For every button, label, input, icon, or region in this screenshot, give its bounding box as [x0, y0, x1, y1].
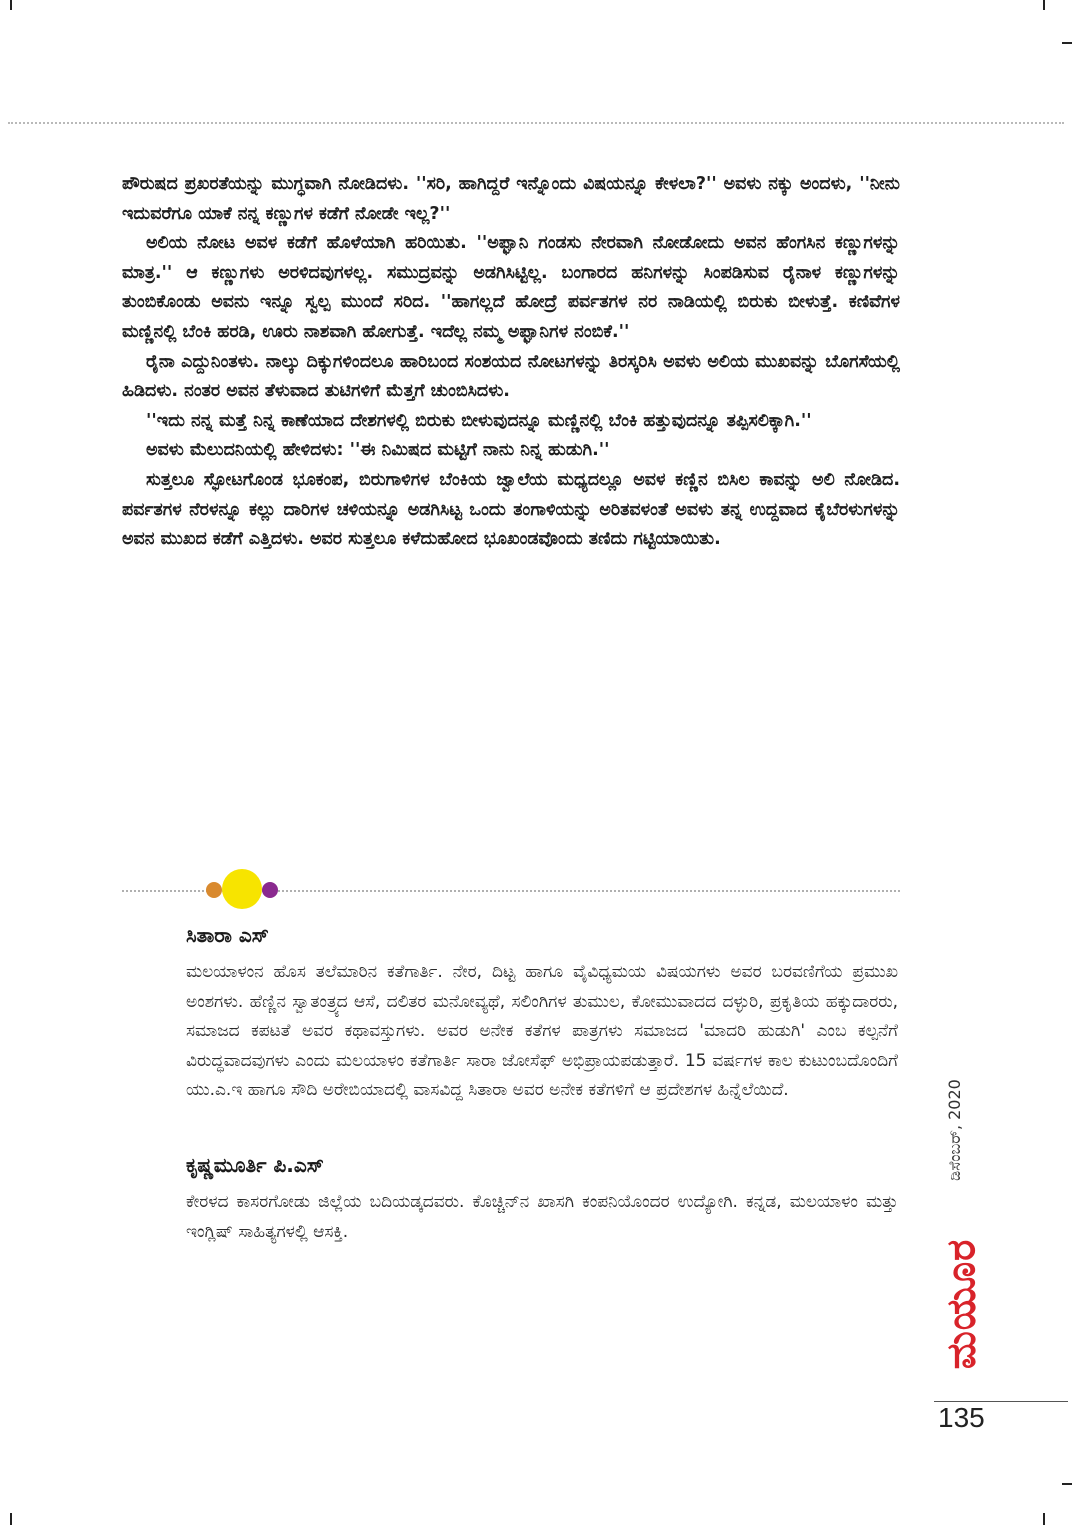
story-paragraph: ಅಲಿಯ ನೋಟ ಅವಳ ಕಡೆಗೆ ಹೊಳೆಯಾಗಿ ಹರಿಯಿತು. ''ಅಫ್ಘಾನಿ ಗಂಡಸು ನೇರವಾಗಿ ನೋಡೋದು ಅವನ ಹೆಂಗಸಿನ ಕಣ್ಣುಗಳನ್ನು ಮಾತ್ರ.'' ಆ ಕಣ್ಣುಗಳು ಅರಳಿದವುಗಳಲ್ಲ. ಸಮುದ್ರವನ್ನು ಅಡಗಿಸಿಟ್ಟಿಲ್ಲ. ಬಂಗಾರದ ಹನಿಗಳನ್ನು ಸಿಂಪಡಿಸುವ ರೈನಾಳ ಕಣ್ಣುಗಳನ್ನು ತುಂಬಿಕೊಂಡು ಅವನು ಇನ್ನೂ ಸ್ವಲ್ಪ ಮುಂದೆ ಸರಿದ. ''ಹಾಗಲ್ಲದೆ ಹೋದ್ರೆ ಪರ್ವತಗಳ ನರ ನಾಡಿಯಲ್ಲಿ ಬಿರುಕು ಬೀಳುತ್ತೆ. ಕಣಿವೆಗಳ ಮಣ್ಣಿನಲ್ಲಿ ಬೆಂಕಿ ಹರಡಿ, ಊರು ನಾಶವಾಗಿ ಹೋಗುತ್ತೆ. ಇದೆಲ್ಲ ನಮ್ಮ ಅಫ್ಘಾನಿಗಳ ನಂಬಿಕೆ.'' [122, 233, 900, 342]
story-paragraph: ಸುತ್ತಲೂ ಸ್ಫೋಟಗೊಂಡ ಭೂಕಂಪ, ಬಿರುಗಾಳಿಗಳ ಬೆಂಕಿಯ ಜ್ವಾಲೆಯ ಮಧ್ಯದಲ್ಲೂ ಅವಳ ಕಣ್ಣಿನ ಬಿಸಿಲ ಕಾವನ್ನು ಅಲಿ ನೋಡಿದ. ಪರ್ವತಗಳ ನೆರಳನ್ನೂ ಕಲ್ಲು ದಾರಿಗಳ ಚಳಿಯನ್ನೂ ಅಡಗಿಸಿಟ್ಟ ಒಂದು ತಂಗಾಳಿಯನ್ನು ಅರಿತವಳಂತೆ ಅವಳು ತನ್ನ ಉದ್ದವಾದ ಕೈಬೆರಳುಗಳನ್ನು ಅವನ ಮುಖದ ಕಡೆಗೆ ಎತ್ತಿದಳು. ಅವರ ಸುತ್ತಲೂ ಕಳೆದುಹೋದ ಭೂಖಂಡವೊಂದು ತಣಿದು ಗಟ್ಟಿಯಾಯಿತು. [122, 469, 900, 550]
crop-mark-bottom-right [1043, 1513, 1045, 1525]
purple-dot-icon [262, 882, 278, 898]
story-text [122, 170, 900, 555]
story-paragraph: ''ಇದು ನನ್ನ ಮತ್ತೆ ನಿನ್ನ ಕಾಣೆಯಾದ ದೇಶಗಳಲ್ಲಿ ಬಿರುಕು ಬೀಳುವುದನ್ನೂ ಮಣ್ಣಿನಲ್ಲಿ ಬೆಂಕಿ ಹತ್ತುವುದನ್ನೂ ತಪ್ಪಿಸಲಿಕ್ಕಾಗಿ.'' [146, 410, 812, 431]
bio-text: ಕೇರಳದ ಕಾಸರಗೋಡು ಜಿಲ್ಲೆಯ ಬದಿಯಡ್ಕದವರು. ಕೊಚ್ಚಿನ್‌ನ ಖಾಸಗಿ ಕಂಪನಿಯೊಂದರ ಉದ್ಯೋಗಿ. ಕನ್ನಡ, ಮಲಯಾಳಂ ಮತ್ತು ಇಂಗ್ಲಿಷ್ ಸಾಹಿತ್ಯಗಳಲ್ಲಿ ಆಸಕ್ತಿ. [186, 1191, 898, 1242]
magazine-logo-text: ಮಯೂರ [938, 1238, 984, 1370]
bio-text: ಮಲಯಾಳಂನ ಹೊಸ ತಲೆಮಾರಿನ ಕತೆಗಾರ್ತಿ. ನೇರ, ದಿಟ್ಟ ಹಾಗೂ ವೈವಿಧ್ಯಮಯ ವಿಷಯಗಳು ಅವರ ಬರವಣಿಗೆಯ ಪ್ರಮುಖ ಅಂಶಗಳು. ಹೆಣ್ಣಿನ ಸ್ವಾತಂತ್ರ್ಯದ ಆಸೆ, ದಲಿತರ ಮನೋವ್ಯಥೆ, ಸಲಿಂಗಿಗಳ ತುಮುಲ, ಕೋಮುವಾದದ ದಳ್ಳುರಿ, ಪ್ರಕೃತಿಯ ಹಕ್ಕುದಾರರು, ಸಮಾಜದ ಕಪಟತೆ ಅವರ ಕಥಾವಸ್ತುಗಳು. ಅವರ ಅನೇಕ ಕತೆಗಳ ಪಾತ್ರಗಳು ಸಮಾಜದ 'ಮಾದರಿ ಹುಡುಗಿ' ಎಂಬ ಕಲ್ಪನೆಗೆ ವಿರುದ್ಧವಾದವುಗಳು ಎಂದು ಮಲಯಾಳಂ ಕತೆಗಾರ್ತಿ ಸಾರಾ ಜೋಸೆಫ್ ಅಭಿಪ್ರಾಯಪಡುತ್ತಾರೆ. 15 ವರ್ಷಗಳ ಕಾಲ ಕುಟುಂಬದೊಂದಿಗೆ ಯು.ಎ.ಇ ಹಾಗೂ ಸೌದಿ ಅರೇಬಿಯಾದಲ್ಲಿ ವಾಸವಿದ್ದ ಸಿತಾರಾ ಅವರ ಅನೇಕ ಕತೆಗಳಿಗೆ ಆ ಪ್ರದೇಶಗಳ ಹಿನ್ನೆಲೆಯಿದೆ. [186, 962, 898, 1101]
crop-mark-right-lower [1062, 1483, 1072, 1485]
crop-mark-top-left [10, 0, 12, 10]
author-bios [186, 920, 898, 1247]
story-paragraph: ರೈನಾ ಎದ್ದುನಿಂತಳು. ನಾಲ್ಕು ದಿಕ್ಕುಗಳಿಂದಲೂ ಹಾರಿಬಂದ ಸಂಶಯದ ನೋಟಗಳನ್ನು ತಿರಸ್ಕರಿಸಿ ಅವಳು ಅಲಿಯ ಮುಖವನ್ನು ಬೊಗಸೆಯಲ್ಲಿ ಹಿಡಿದಳು. ನಂತರ ಅವನ ತೆಳುವಾದ ತುಟಿಗಳಿಗೆ ಮೆತ್ತಗೆ ಚುಂಬಿಸಿದಳು. [122, 351, 900, 402]
magazine-logo [926, 1234, 996, 1374]
top-dotted-rule [8, 122, 1064, 124]
bio-sitara [186, 920, 898, 1106]
crop-mark-top-right [1043, 0, 1045, 10]
crop-mark-right-upper [1062, 42, 1072, 44]
story-paragraph: ಅವಳು ಮೆಲುದನಿಯಲ್ಲಿ ಹೇಳಿದಳು: ''ಈ ನಿಮಿಷದ ಮಟ್ಟಿಗೆ ನಾನು ನಿನ್ನ ಹುಡುಗಿ.'' [146, 440, 610, 461]
yellow-dot-icon [222, 869, 262, 909]
section-divider [122, 888, 900, 904]
issue-date: ಡಿಸೆಂಬರ್, 2020 [945, 1079, 964, 1181]
orange-dot-icon [206, 882, 222, 898]
crop-mark-bottom-left [10, 1513, 12, 1525]
bio-name: ಸಿತಾರಾ ಎಸ್ [186, 923, 269, 947]
bio-name: ಕೃಷ್ಣಮೂರ್ತಿ ಪಿ.ಎಸ್ [186, 1152, 324, 1177]
page-number: 135 [938, 1402, 985, 1433]
bio-krishnamurthy [186, 1150, 898, 1247]
story-paragraph: ಪೌರುಷದ ಪ್ರಖರತೆಯನ್ನು ಮುಗ್ಧವಾಗಿ ನೋಡಿದಳು. ''ಸರಿ, ಹಾಗಿದ್ದರೆ ಇನ್ನೊಂದು ವಿಷಯನ್ನೂ ಕೇಳಲಾ?'' ಅವಳು ನಕ್ಕು ಅಂದಳು, ''ನೀನು ಇದುವರೆಗೂ ಯಾಕೆ ನನ್ನ ಕಣ್ಣುಗಳ ಕಡೆಗೆ ನೋಡೇ ಇಲ್ಲ?'' [122, 174, 900, 224]
